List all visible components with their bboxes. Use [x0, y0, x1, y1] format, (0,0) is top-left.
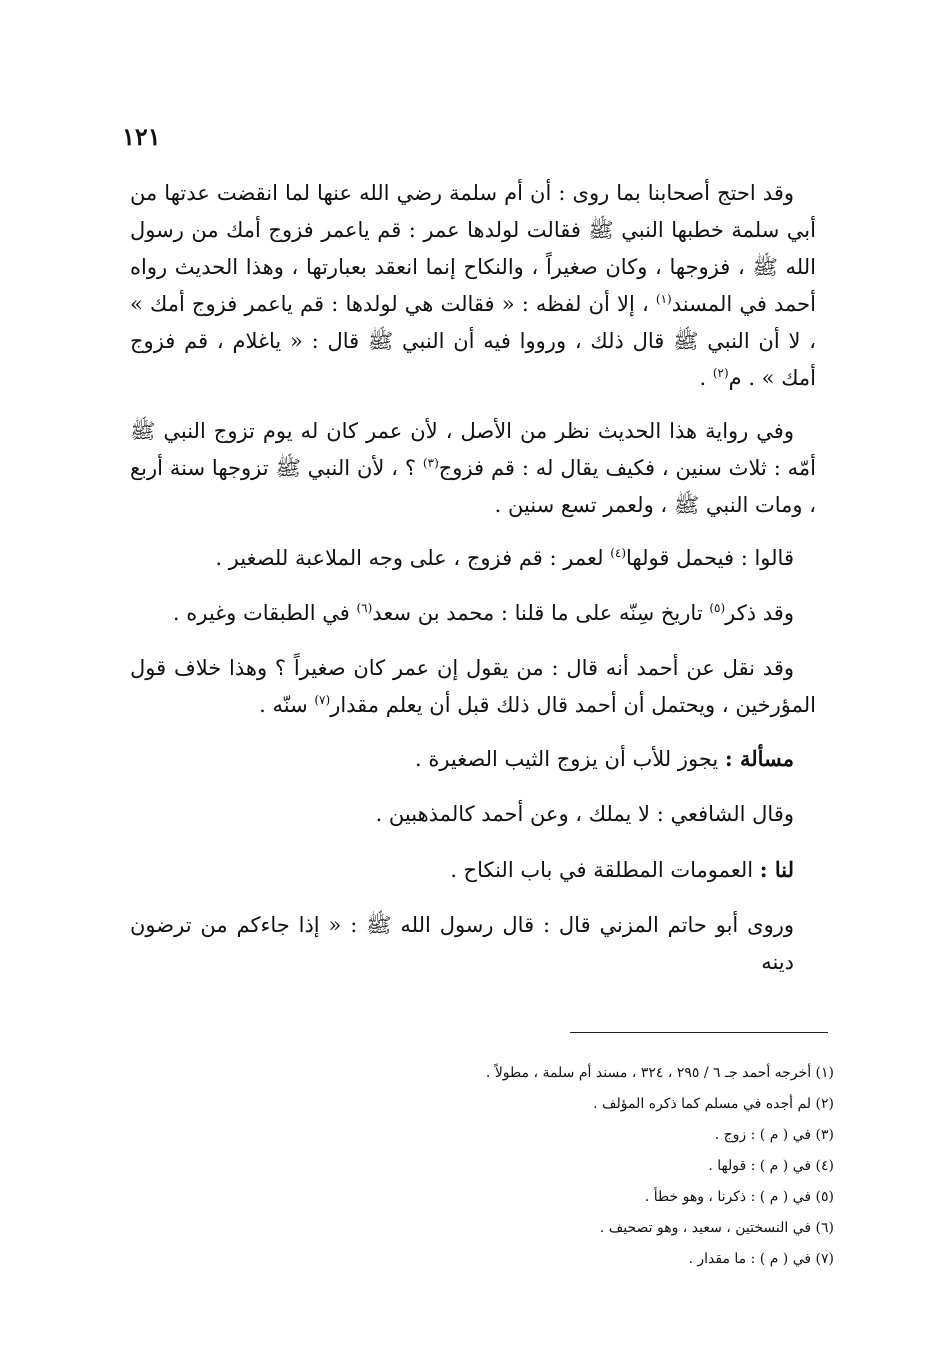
paragraph-1-text-b: ، إلا أن لفظه : « فقالت هي لولدها : قم ياعمر فزوج أمك » ، لا أن النبي ﷺ قال ذلك ، ورووا فيه أن النبي ﷺ قال : « ياغلام ، قم فزوج أمك » . م [130, 292, 816, 390]
page-number: ١٢١ [122, 122, 161, 151]
paragraph-5-text: وقد نقل عن أحمد أنه قال : من يقول إن عمر كان صغيراً ؟ وهذا خلاف قول المؤرخين ، ويحتمل أن أحمد قال ذلك قبل أن يعلم مقدار [130, 656, 816, 717]
footnote-7: (٧) في ( م ) : ما مقدار . [688, 1251, 834, 1267]
footnotes [300, 1058, 834, 1275]
paragraph-7-text: وقال الشافعي : لا يملك ، وعن أحمد كالمذهبين . [375, 802, 794, 826]
our-label: لنا : [759, 857, 794, 882]
paragraph-2-text-b: ؟ ، لأن النبي ﷺ تزوجها سنة أربع ، ومات النبي ﷺ ، ولعمر تسع سنين . [130, 456, 816, 517]
footnote-ref-7: (٧) [314, 693, 331, 707]
paragraph-3-text: قالوا : فيحمل قولها [626, 546, 794, 570]
footnote-ref-4: (٤) [610, 546, 627, 560]
paragraph-4-text-b: تاريخ سِنّه على ما قلنا : محمد بن سعد [372, 601, 710, 625]
footnote-divider [570, 1032, 828, 1033]
paragraph-8 [130, 851, 816, 889]
footnote-ref-5: (٥) [709, 601, 726, 615]
footnote-2: (٢) لم أجده في مسلم كما ذكره المؤلف . [593, 1096, 834, 1112]
footnote-ref-2: (٢) [712, 366, 729, 380]
footnote-ref-3: (٣) [422, 456, 439, 470]
paragraph-1 [130, 175, 816, 397]
paragraph-5 [130, 650, 816, 724]
paragraph-9 [130, 907, 816, 981]
footnote-5: (٥) في ( م ) : ذكرنا ، وهو خطأ . [644, 1189, 834, 1205]
paragraph-3 [130, 540, 816, 577]
paragraph-4-text: وقد ذكر [725, 601, 794, 625]
footnote-ref-1: (١) [655, 292, 672, 306]
paragraph-6-text: يجوز للأب أن يزوج الثيب الصغيرة . [414, 747, 725, 771]
paragraph-3-text-b: لعمر : قم فزوج ، على وجه الملاعبة للصغير . [215, 546, 611, 570]
footnote-4: (٤) في ( م ) : قولها . [708, 1158, 834, 1174]
issue-label: مسألة : [724, 746, 794, 771]
paragraph-7 [130, 796, 816, 833]
footnote-3: (٣) في ( م ) : زوج . [714, 1127, 834, 1143]
paragraph-6 [130, 740, 816, 778]
main-text [130, 175, 816, 999]
footnote-1: (١) أخرجه أحمد جـ ٦ / ٢٩٥ ، ٣٢٤ ، مسند أم سلمة ، مطولاً . [485, 1065, 834, 1081]
paragraph-5-text-b: سنّه . [259, 693, 315, 717]
paragraph-4 [130, 595, 816, 632]
paragraph-2 [130, 413, 816, 524]
paragraph-1-text: وقد احتج أصحابنا بما روى : أن أم سلمة رضي الله عنها لما انقضت عدتها من أبي سلمة خطبها النبي ﷺ فقالت لولدها عمر : قم ياعمر فزوج أمك من رسول الله ﷺ ، فزوجها ، وكان صغيراً ، والنكاح إنما انعقد بعبارتها ، وهذا الحديث رواه أحمد في المسند [130, 181, 816, 316]
paragraph-1-end: . [699, 366, 713, 390]
paragraph-8-text: العمومات المطلقة في باب النكاح . [450, 858, 760, 882]
footnote-6: (٦) في النسختين ، سعيد ، وهو تصحيف . [599, 1220, 834, 1236]
paragraph-4-text-c: في الطبقات وغيره . [172, 601, 357, 625]
footnote-ref-6: (٦) [356, 601, 373, 615]
paragraph-9-text: وروى أبو حاتم المزني قال : قال رسول الله ﷺ : « إذا جاءكم من ترضون دينه [130, 913, 794, 974]
paragraph-2-text: وفي رواية هذا الحديث نظر من الأصل ، لأن عمر كان له يوم تزوج النبي ﷺ أمّه : ثلاث سنين ، فكيف يقال له : قم فزوج [130, 419, 816, 480]
